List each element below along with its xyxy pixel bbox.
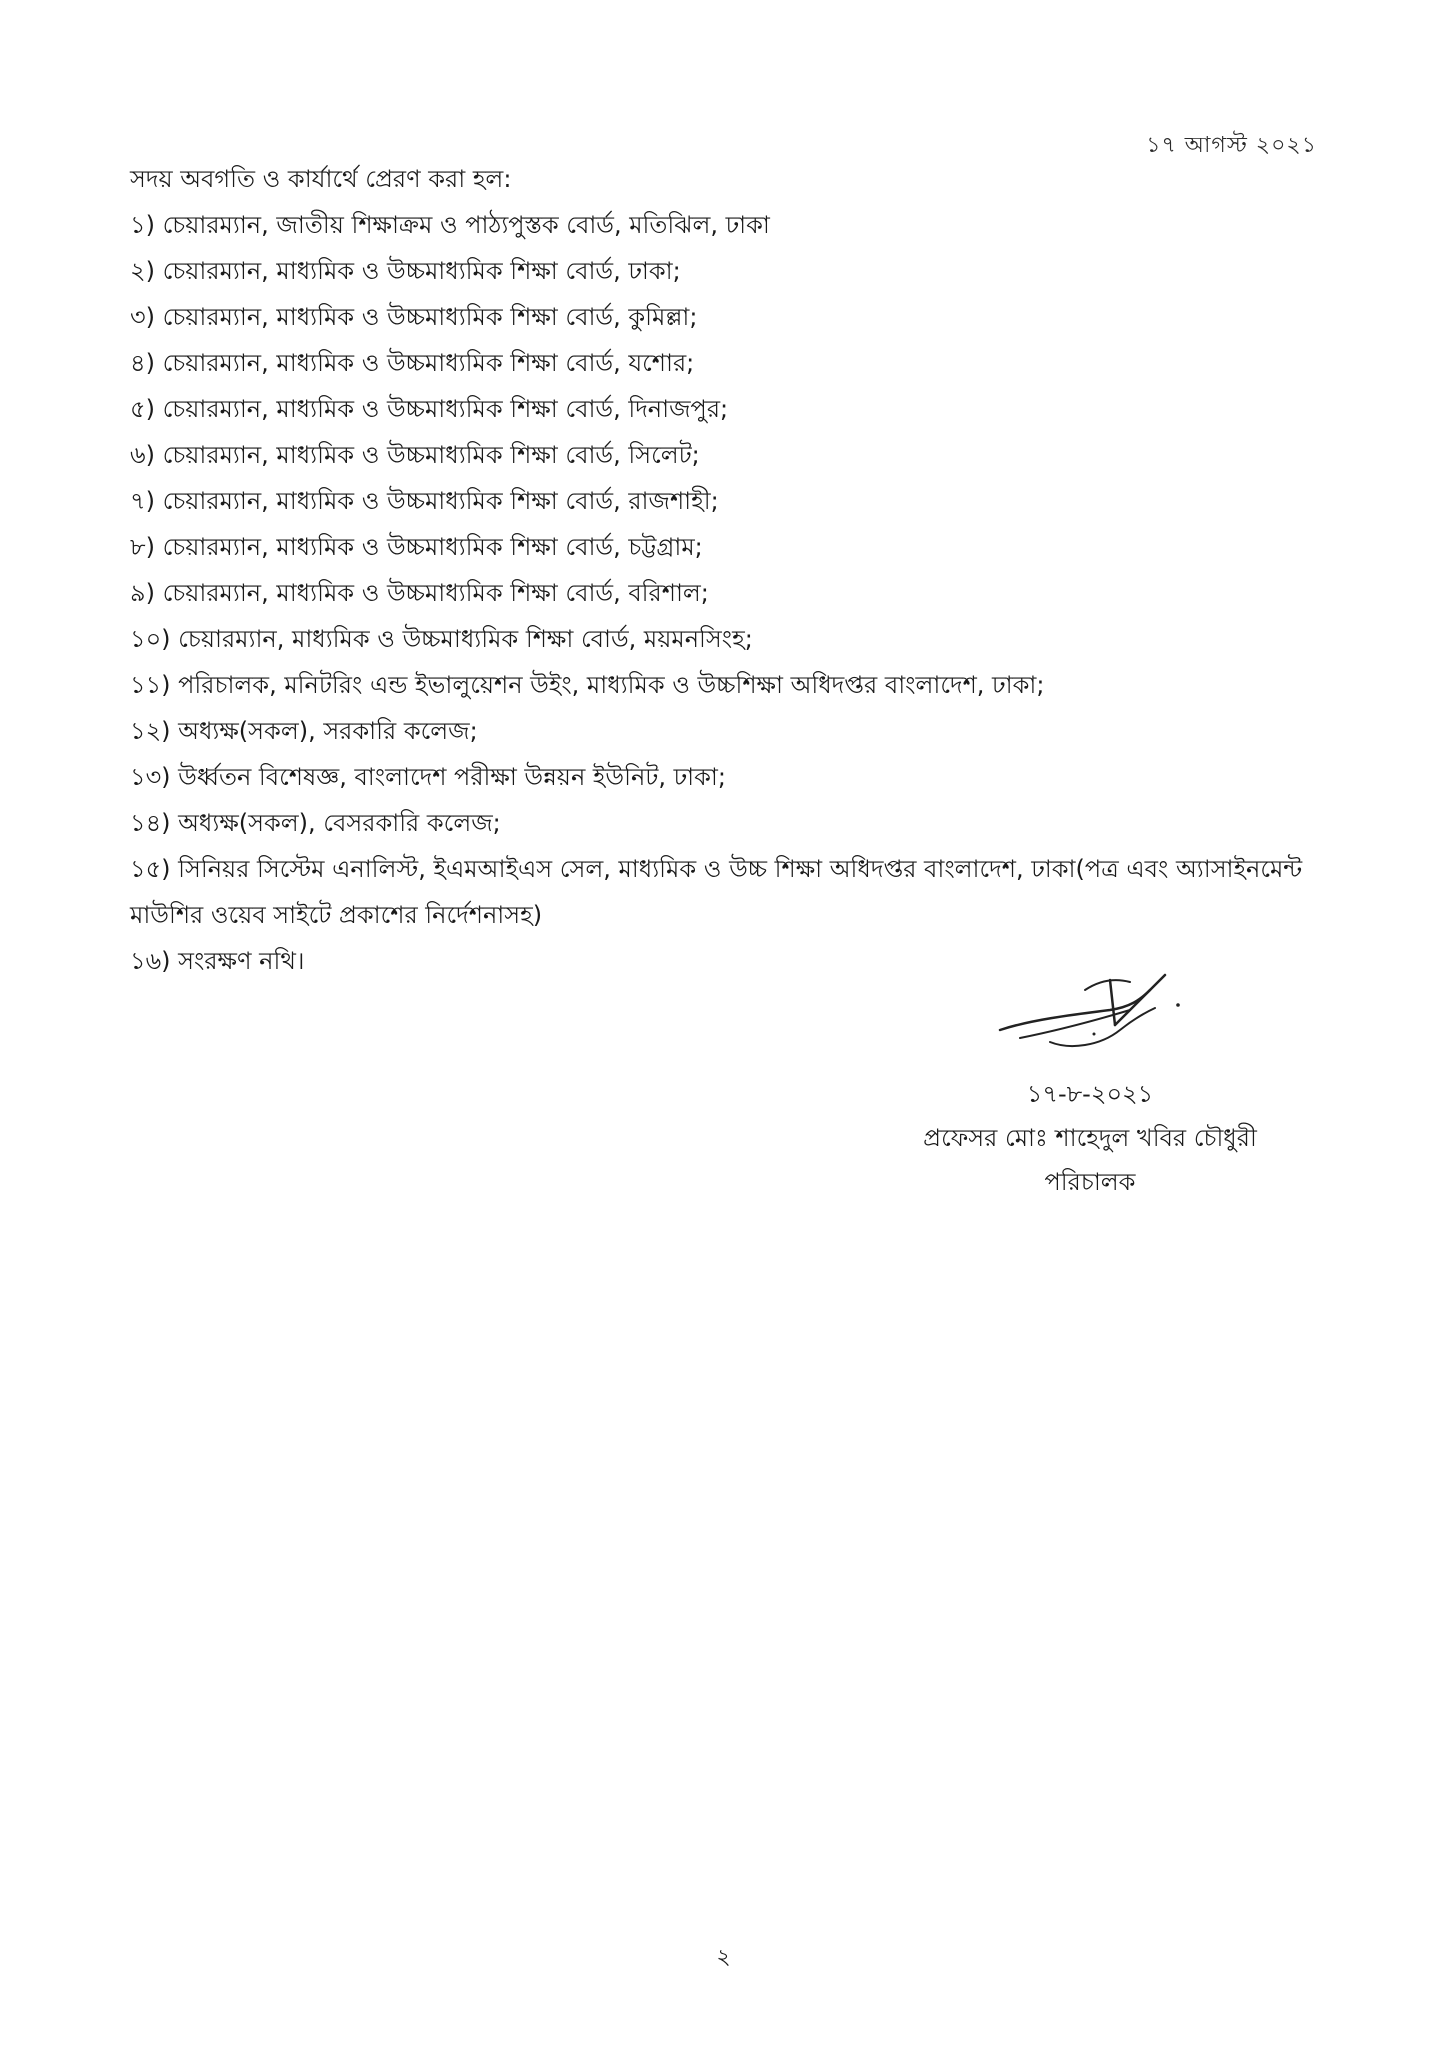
recipient-item: ১২) অধ্যক্ষ(সকল), সরকারি কলেজ; <box>130 717 478 745</box>
handwritten-signature <box>990 960 1190 1060</box>
recipient-item: ১০) চেয়ারম্যান, মাধ্যমিক ও উচ্চমাধ্যমিক শিক্ষা বোর্ড, ময়মনসিংহ; <box>130 625 753 653</box>
recipient-item: ৩) চেয়ারম্যান, মাধ্যমিক ও উচ্চমাধ্যমিক শিক্ষা বোর্ড, কুমিল্লা; <box>130 303 698 331</box>
page-number: ২ <box>716 1945 731 1970</box>
signatory-name: প্রফেসর মোঃ শাহেদুল খবির চৌধুরী <box>923 1124 1257 1152</box>
recipient-item: ২) চেয়ারম্যান, মাধ্যমিক ও উচ্চমাধ্যমিক শিক্ষা বোর্ড, ঢাকা; <box>130 257 681 285</box>
recipient-item: ৪) চেয়ারম্যান, মাধ্যমিক ও উচ্চমাধ্যমিক শিক্ষা বোর্ড, যশোর; <box>130 349 695 377</box>
signatory-designation: পরিচালক <box>1044 1168 1136 1196</box>
signature-date: ১৭-৮-২০২১ <box>1026 1080 1154 1108</box>
recipient-item: ১১) পরিচালক, মনিটরিং এন্ড ইভালুয়েশন উইং, মাধ্যমিক ও উচ্চশিক্ষা অধিদপ্তর বাংলাদেশ, ঢাকা; <box>130 671 1045 699</box>
recipient-item: ১৫) সিনিয়র সিস্টেম এনালিস্ট, ইএমআইএস সেল, মাধ্যমিক ও উচ্চ শিক্ষা অধিদপ্তর বাংলাদেশ, ঢাকা(পত্র এবং অ্যাসাইনমেন্ট মাউশির ওয়েব সাইটে প্রকাশের নির্দেশনাসহ) <box>130 855 1303 929</box>
recipient-item: ১৬) সংরক্ষণ নথি। <box>130 947 305 975</box>
header-date: ১৭ আগস্ট ২০২১ <box>1146 133 1317 158</box>
recipient-item: ১) চেয়ারম্যান, জাতীয় শিক্ষাক্রম ও পাঠ্যপুস্তক বোর্ড, মতিঝিল, ঢাকা <box>130 211 770 239</box>
recipient-item: ৭) চেয়ারম্যান, মাধ্যমিক ও উচ্চমাধ্যমিক শিক্ষা বোর্ড, রাজশাহী; <box>130 487 719 515</box>
recipient-item: ৫) চেয়ারম্যান, মাধ্যমিক ও উচ্চমাধ্যমিক শিক্ষা বোর্ড, দিনাজপুর; <box>130 395 729 423</box>
signature-block <box>880 960 1300 1204</box>
recipient-item: ৯) চেয়ারম্যান, মাধ্যমিক ও উচ্চমাধ্যমিক শিক্ষা বোর্ড, বরিশাল; <box>130 579 709 607</box>
recipient-item: ৬) চেয়ারম্যান, মাধ্যমিক ও উচ্চমাধ্যমিক শিক্ষা বোর্ড, সিলেট; <box>130 441 700 469</box>
recipient-list <box>130 202 1310 984</box>
recipient-item: ৮) চেয়ারম্যান, মাধ্যমিক ও উচ্চমাধ্যমিক শিক্ষা বোর্ড, চট্টগ্রাম; <box>130 533 703 561</box>
document-body <box>130 156 1310 984</box>
recipient-item: ১৪) অধ্যক্ষ(সকল), বেসরকারি কলেজ; <box>130 809 501 837</box>
recipient-item: ১৩) উর্ধ্বতন বিশেষজ্ঞ, বাংলাদেশ পরীক্ষা উন্নয়ন ইউনিট, ঢাকা; <box>130 763 726 791</box>
distribution-intro: সদয় অবগতি ও কার্যার্থে প্রেরণ করা হল: <box>130 165 512 193</box>
